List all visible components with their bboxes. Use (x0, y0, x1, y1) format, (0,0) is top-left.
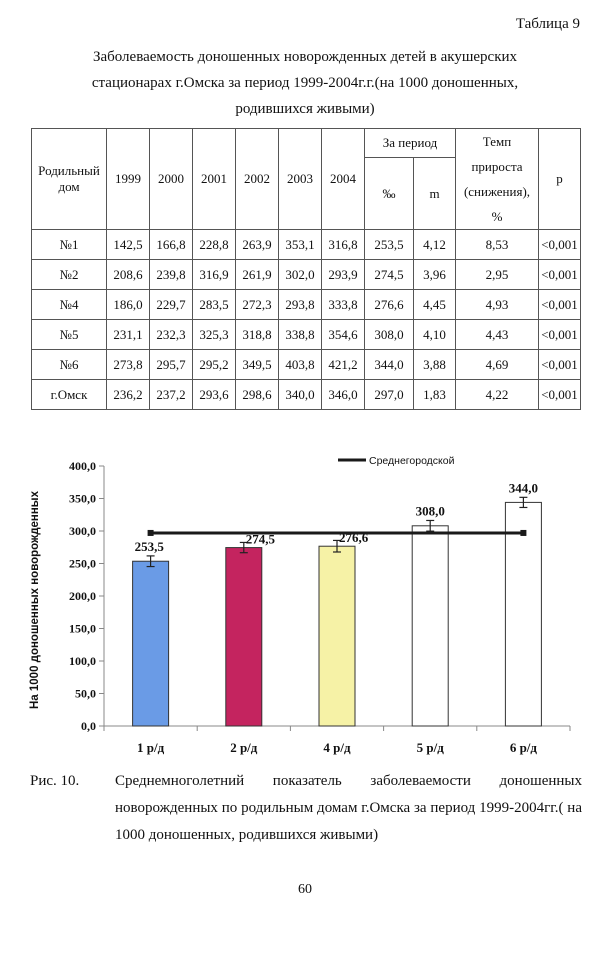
year-value: 293,6 (193, 380, 236, 410)
header-year: 1999 (107, 129, 150, 230)
growth-rate: 8,53 (456, 230, 539, 260)
year-value: 295,2 (193, 350, 236, 380)
period-m: 1,83 (414, 380, 456, 410)
row-name: №5 (32, 320, 107, 350)
reference-marker (148, 530, 154, 536)
growth-rate: 4,93 (456, 290, 539, 320)
year-value: 318,8 (236, 320, 279, 350)
period-permille: 297,0 (365, 380, 414, 410)
header-year: 2003 (279, 129, 322, 230)
category-label: 4 р/д (323, 740, 351, 755)
bar (319, 546, 355, 726)
year-value: 273,8 (107, 350, 150, 380)
growth-rate: 2,95 (456, 260, 539, 290)
header-period: За период (365, 129, 456, 158)
table-caption-line: Заболеваемость доношенных новорожденных детей в акушерских (92, 49, 518, 65)
year-value: 261,9 (236, 260, 279, 290)
year-value: 236,2 (107, 380, 150, 410)
period-m: 4,45 (414, 290, 456, 320)
legend-label: Среднегородской (369, 455, 455, 467)
table-row (32, 380, 581, 410)
y-axis-label: На 1000 доношенных новорожденных (29, 490, 41, 710)
year-value: 142,5 (107, 230, 150, 260)
table-row (32, 230, 581, 260)
row-name: №6 (32, 350, 107, 380)
p-value: <0,001 (539, 230, 581, 260)
year-value: 186,0 (107, 290, 150, 320)
year-value: 346,0 (322, 380, 365, 410)
year-value: 298,6 (236, 380, 279, 410)
reference-marker (520, 530, 526, 536)
growth-rate: 4,69 (456, 350, 539, 380)
year-value: 338,8 (279, 320, 322, 350)
figure-caption-text: Среднемноголетний показатель заболеваемости доношенных новорожденных по родильным домам г.Омска за период 1999-2004гг.( на 1000 доношенных, родившихся живыми) (115, 773, 582, 843)
period-m: 3,96 (414, 260, 456, 290)
table-row (32, 320, 581, 350)
year-value: 302,0 (279, 260, 322, 290)
year-value: 354,6 (322, 320, 365, 350)
p-value: <0,001 (539, 290, 581, 320)
year-value: 340,0 (279, 380, 322, 410)
row-name: №2 (32, 260, 107, 290)
year-value: 316,8 (322, 230, 365, 260)
header-p: р (539, 129, 581, 230)
period-permille: 274,5 (365, 260, 414, 290)
header-year: 2004 (322, 129, 365, 230)
bar (226, 548, 262, 726)
header-growth: Темп прироста (снижения), % (456, 129, 539, 230)
value-label: 274,5 (245, 531, 276, 547)
y-tick-label: 250,0 (69, 556, 96, 571)
bar (133, 561, 169, 726)
category-label: 1 р/д (137, 740, 165, 755)
header-permille: ‰ (365, 158, 414, 230)
header-maternity: Родильный дом (32, 129, 107, 230)
year-value: 166,8 (150, 230, 193, 260)
period-m: 3,88 (414, 350, 456, 380)
year-value: 353,1 (279, 230, 322, 260)
value-label: 308,0 (415, 503, 445, 519)
year-value: 295,7 (150, 350, 193, 380)
y-tick-label: 50,0 (75, 686, 96, 701)
year-value: 293,8 (279, 290, 322, 320)
table-row (32, 260, 581, 290)
year-value: 325,3 (193, 320, 236, 350)
chart-svg (20, 440, 590, 770)
header-m: m (414, 158, 456, 230)
year-value: 228,8 (193, 230, 236, 260)
p-value: <0,001 (539, 350, 581, 380)
y-tick-label: 200,0 (69, 589, 96, 603)
period-permille: 253,5 (365, 230, 414, 260)
row-name: №4 (32, 290, 107, 320)
row-name: №1 (32, 230, 107, 260)
y-tick-label: 100,0 (69, 654, 96, 668)
figure-caption (30, 768, 582, 849)
header-year: 2001 (193, 129, 236, 230)
year-value: 263,9 (236, 230, 279, 260)
y-tick-label: 400,0 (69, 459, 96, 473)
period-m: 4,10 (414, 320, 456, 350)
page-number: 60 (298, 882, 312, 897)
p-value: <0,001 (539, 380, 581, 410)
category-label: 5 р/д (416, 740, 444, 755)
table-row (32, 350, 581, 380)
figure-number: Рис. 10. (30, 773, 80, 789)
y-tick-label: 0,0 (81, 719, 96, 733)
year-value: 293,9 (322, 260, 365, 290)
year-value: 272,3 (236, 290, 279, 320)
value-label: 276,6 (339, 530, 369, 546)
category-label: 2 р/д (230, 740, 258, 755)
table-row (32, 290, 581, 320)
year-value: 208,6 (107, 260, 150, 290)
table-label: Таблица 9 (515, 16, 580, 32)
bar (412, 526, 448, 726)
y-tick-label: 300,0 (69, 524, 96, 538)
year-value: 237,2 (150, 380, 193, 410)
period-permille: 344,0 (365, 350, 414, 380)
year-value: 349,5 (236, 350, 279, 380)
table-caption-line: родившихся живыми) (235, 101, 375, 117)
category-label: 6 р/д (509, 740, 537, 755)
period-permille: 308,0 (365, 320, 414, 350)
year-value: 283,5 (193, 290, 236, 320)
year-value: 403,8 (279, 350, 322, 380)
header-year: 2000 (150, 129, 193, 230)
morbidity-chart (20, 440, 590, 770)
period-m: 4,12 (414, 230, 456, 260)
growth-rate: 4,43 (456, 320, 539, 350)
period-permille: 276,6 (365, 290, 414, 320)
growth-rate: 4,22 (456, 380, 539, 410)
year-value: 421,2 (322, 350, 365, 380)
table-caption (20, 44, 590, 122)
year-value: 232,3 (150, 320, 193, 350)
year-value: 229,7 (150, 290, 193, 320)
year-value: 239,8 (150, 260, 193, 290)
morbidity-table (31, 128, 581, 410)
p-value: <0,001 (539, 260, 581, 290)
y-tick-label: 350,0 (69, 491, 96, 506)
header-year: 2002 (236, 129, 279, 230)
p-value: <0,001 (539, 320, 581, 350)
year-value: 333,8 (322, 290, 365, 320)
year-value: 231,1 (107, 320, 150, 350)
year-value: 316,9 (193, 260, 236, 290)
row-name: г.Омск (32, 380, 107, 410)
value-label: 253,5 (134, 539, 164, 555)
y-tick-label: 150,0 (69, 621, 96, 636)
table-caption-line: стационарах г.Омска за период 1999-2004г.г.(на 1000 доношенных, (91, 75, 519, 91)
value-label: 344,0 (508, 480, 539, 496)
